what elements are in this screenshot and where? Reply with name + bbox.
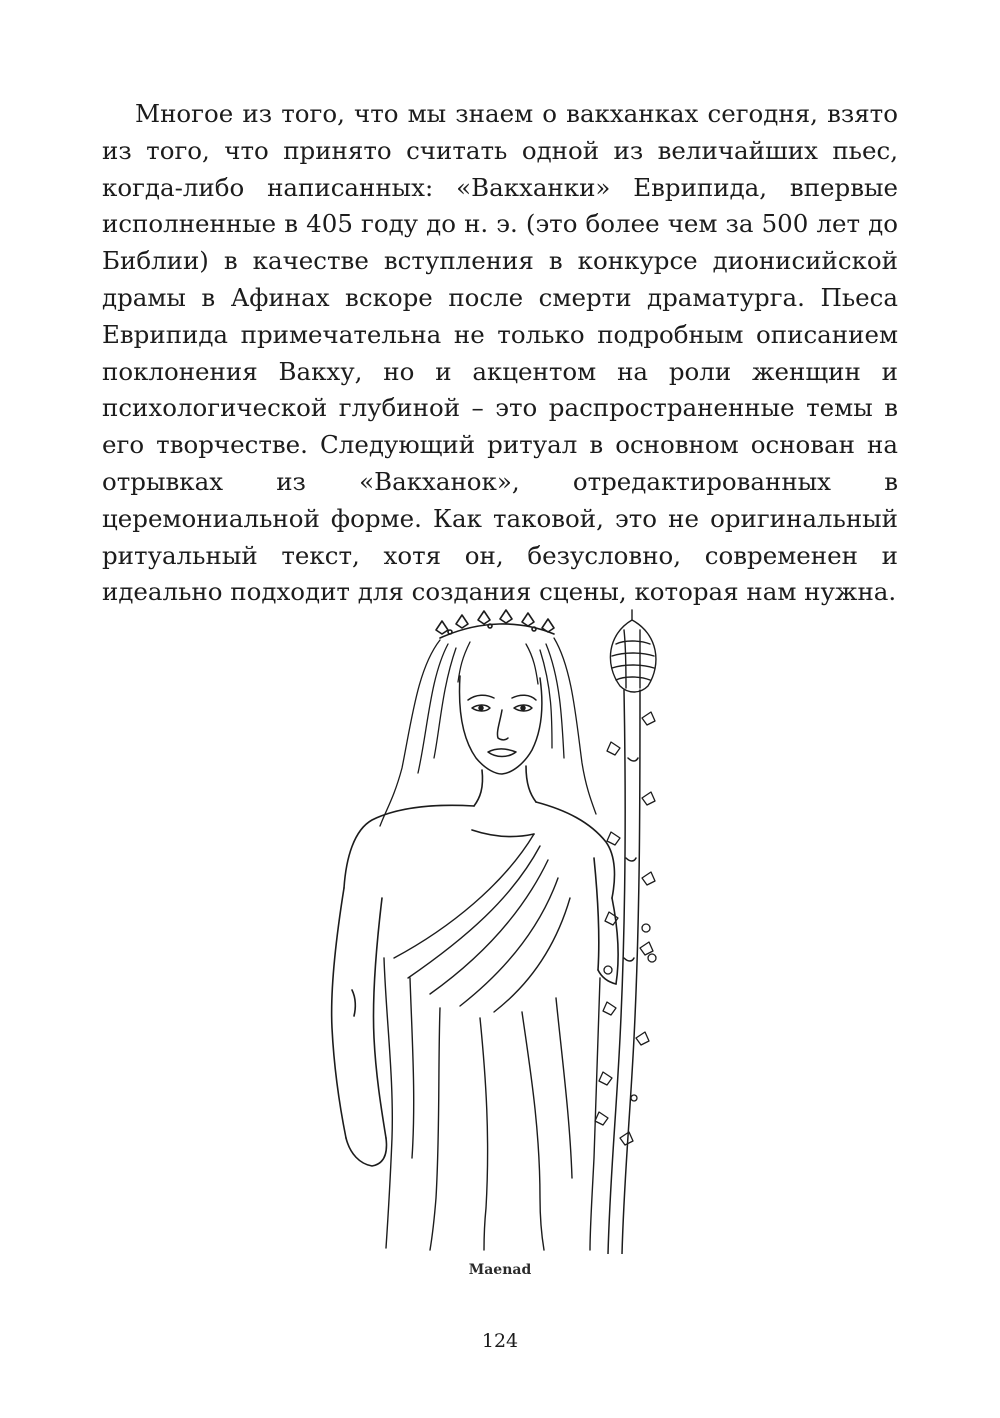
face	[460, 676, 542, 774]
pine-cone	[610, 610, 656, 692]
ivy-crown	[436, 610, 554, 638]
hair	[380, 638, 596, 826]
page-number: 124	[481, 1330, 519, 1352]
figure-caption: Maenad	[468, 1262, 532, 1278]
body-paragraph: Многое из того, что мы знаем о вакханках сегодня, взято из того, что принято считать одной из величайших пьес, когда-либо написанных: «Вакханки» Еврипида, впервые исполненные в 405 году до н. э. (это более чем за 500 лет до Библии) в качестве вступления в конкурсе дионисийской драмы в Афинах вскоре после смерти драматурга. Пьеса Еврипида примечательна не только подробным описанием поклонения Вакху, но и акцентом на роли женщин и психологической глубиной – это распространенные темы в его творчестве. Следующий ритуал в основном основан на отрывках из «Вакханок», отредактированных в церемониальной форме. Как таковой, это не оригинальный ритуальный текст, хотя он, безусловно, современен и идеально подходит для создания сцены, которая нам нужна.	[102, 99, 898, 607]
left-arm	[332, 888, 387, 1166]
torso	[344, 766, 614, 898]
drapery	[384, 834, 600, 1250]
thyrsus-staff	[608, 690, 640, 1254]
maenad-illustration	[290, 598, 710, 1254]
